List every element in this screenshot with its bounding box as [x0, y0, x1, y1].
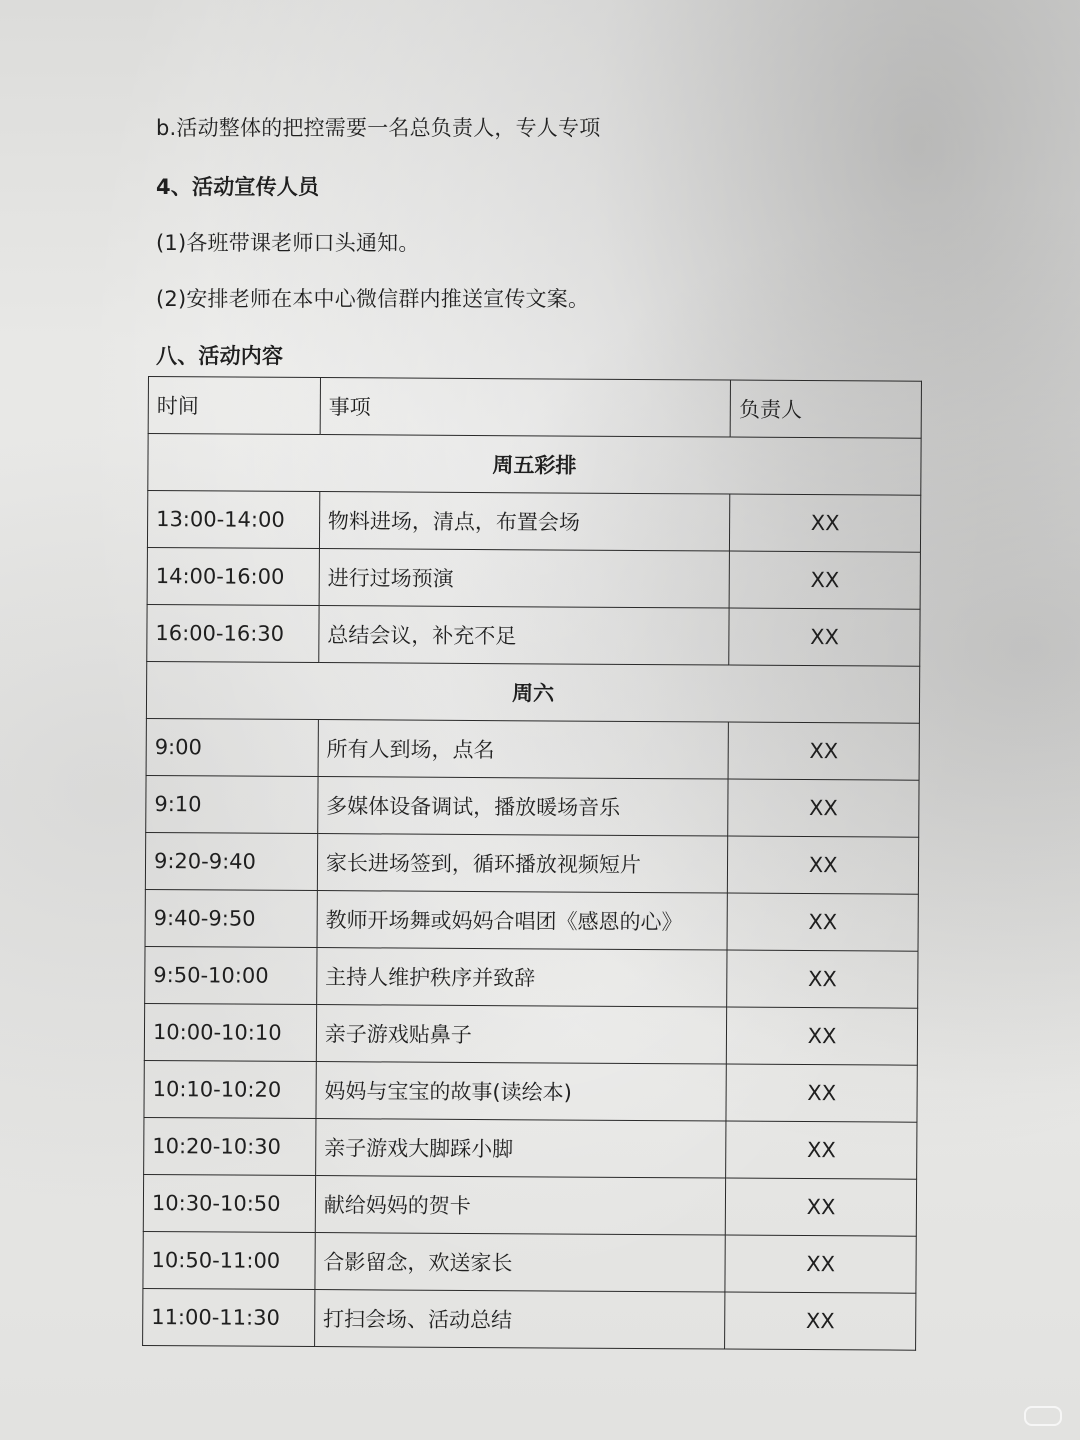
- row-time: 10:00-10:10: [144, 1003, 316, 1061]
- table-row: [147, 547, 920, 609]
- row-time: 14:00-16:00: [147, 547, 319, 605]
- watermark-badge-icon: [1024, 1406, 1062, 1426]
- row-item: 献给妈妈的贺卡: [315, 1176, 726, 1236]
- section-row-friday: [148, 434, 921, 496]
- row-time: 10:30-10:50: [143, 1174, 315, 1232]
- row-time: 10:10-10:20: [144, 1060, 316, 1118]
- row-item: 进行过场预演: [319, 549, 730, 609]
- row-time: 13:00-14:00: [147, 491, 319, 549]
- row-time: 11:00-11:30: [143, 1288, 315, 1346]
- table-row: [145, 946, 918, 1008]
- row-owner: XX: [728, 722, 919, 780]
- table-row: [144, 1003, 917, 1065]
- row-time: 9:40-9:50: [145, 889, 317, 947]
- table-row: [145, 832, 918, 894]
- row-time: 10:20-10:30: [144, 1117, 316, 1175]
- activity-schedule-table: [142, 376, 922, 1351]
- table-row: [144, 1117, 917, 1179]
- row-item: 所有人到场，点名: [318, 720, 729, 780]
- table-row: [146, 775, 919, 837]
- promotion-item-2: (2)安排老师在本中心微信群内推送宣传文案。: [156, 287, 590, 311]
- header-owner: 负责人: [730, 380, 921, 438]
- row-owner: XX: [727, 950, 918, 1008]
- row-owner: XX: [729, 551, 920, 609]
- table-row: [144, 1060, 917, 1122]
- row-owner: XX: [727, 893, 918, 951]
- table-row: [143, 1231, 916, 1293]
- row-item: 多媒体设备调试，播放暖场音乐: [318, 777, 729, 837]
- header-time: 时间: [148, 377, 320, 435]
- row-time: 10:50-11:00: [143, 1231, 315, 1289]
- table-row: [145, 889, 918, 951]
- row-owner: XX: [728, 779, 919, 837]
- table-row: [143, 1288, 916, 1350]
- row-owner: XX: [728, 836, 919, 894]
- header-item: 事项: [320, 378, 731, 438]
- row-item: 亲子游戏贴鼻子: [316, 1005, 727, 1065]
- row-item: 合影留念，欢送家长: [315, 1233, 726, 1293]
- row-owner: XX: [729, 608, 920, 666]
- table-row: [143, 1174, 916, 1236]
- row-time: 9:00: [146, 718, 318, 776]
- row-owner: XX: [730, 494, 921, 552]
- row-owner: XX: [726, 1064, 917, 1122]
- section-8-heading: 八、活动内容: [156, 344, 284, 368]
- row-item: 妈妈与宝宝的故事(读绘本): [316, 1062, 727, 1122]
- responsibility-note: b.活动整体的把控需要一名总负责人，专人专项: [156, 116, 601, 140]
- row-time: 9:10: [146, 775, 318, 833]
- table-row: [146, 718, 919, 780]
- promotion-item-1: (1)各班带课老师口头通知。: [156, 231, 420, 255]
- row-time: 9:20-9:40: [145, 832, 317, 890]
- saturday-section-title: 周六: [146, 661, 919, 723]
- section-row-saturday: [146, 661, 919, 723]
- friday-section-title: 周五彩排: [148, 434, 921, 496]
- row-item: 打扫会场、活动总结: [314, 1290, 725, 1350]
- row-item: 教师开场舞或妈妈合唱团《感恩的心》: [317, 891, 728, 951]
- row-owner: XX: [725, 1178, 916, 1236]
- row-time: 9:50-10:00: [145, 946, 317, 1004]
- row-item: 亲子游戏大脚踩小脚: [315, 1119, 726, 1179]
- row-owner: XX: [726, 1121, 917, 1179]
- row-time: 16:00-16:30: [147, 604, 319, 662]
- row-owner: XX: [727, 1007, 918, 1065]
- row-item: 主持人维护秩序并致辞: [317, 948, 728, 1008]
- table-header-row: [148, 377, 921, 439]
- row-owner: XX: [725, 1235, 916, 1293]
- table-row: [147, 491, 920, 553]
- row-item: 物料进场，清点，布置会场: [319, 492, 730, 552]
- row-item: 总结会议，补充不足: [319, 606, 730, 666]
- row-item: 家长进场签到，循环播放视频短片: [317, 834, 728, 894]
- section-4-heading: 4、活动宣传人员: [156, 175, 320, 199]
- row-owner: XX: [725, 1292, 916, 1350]
- table-row: [147, 604, 920, 666]
